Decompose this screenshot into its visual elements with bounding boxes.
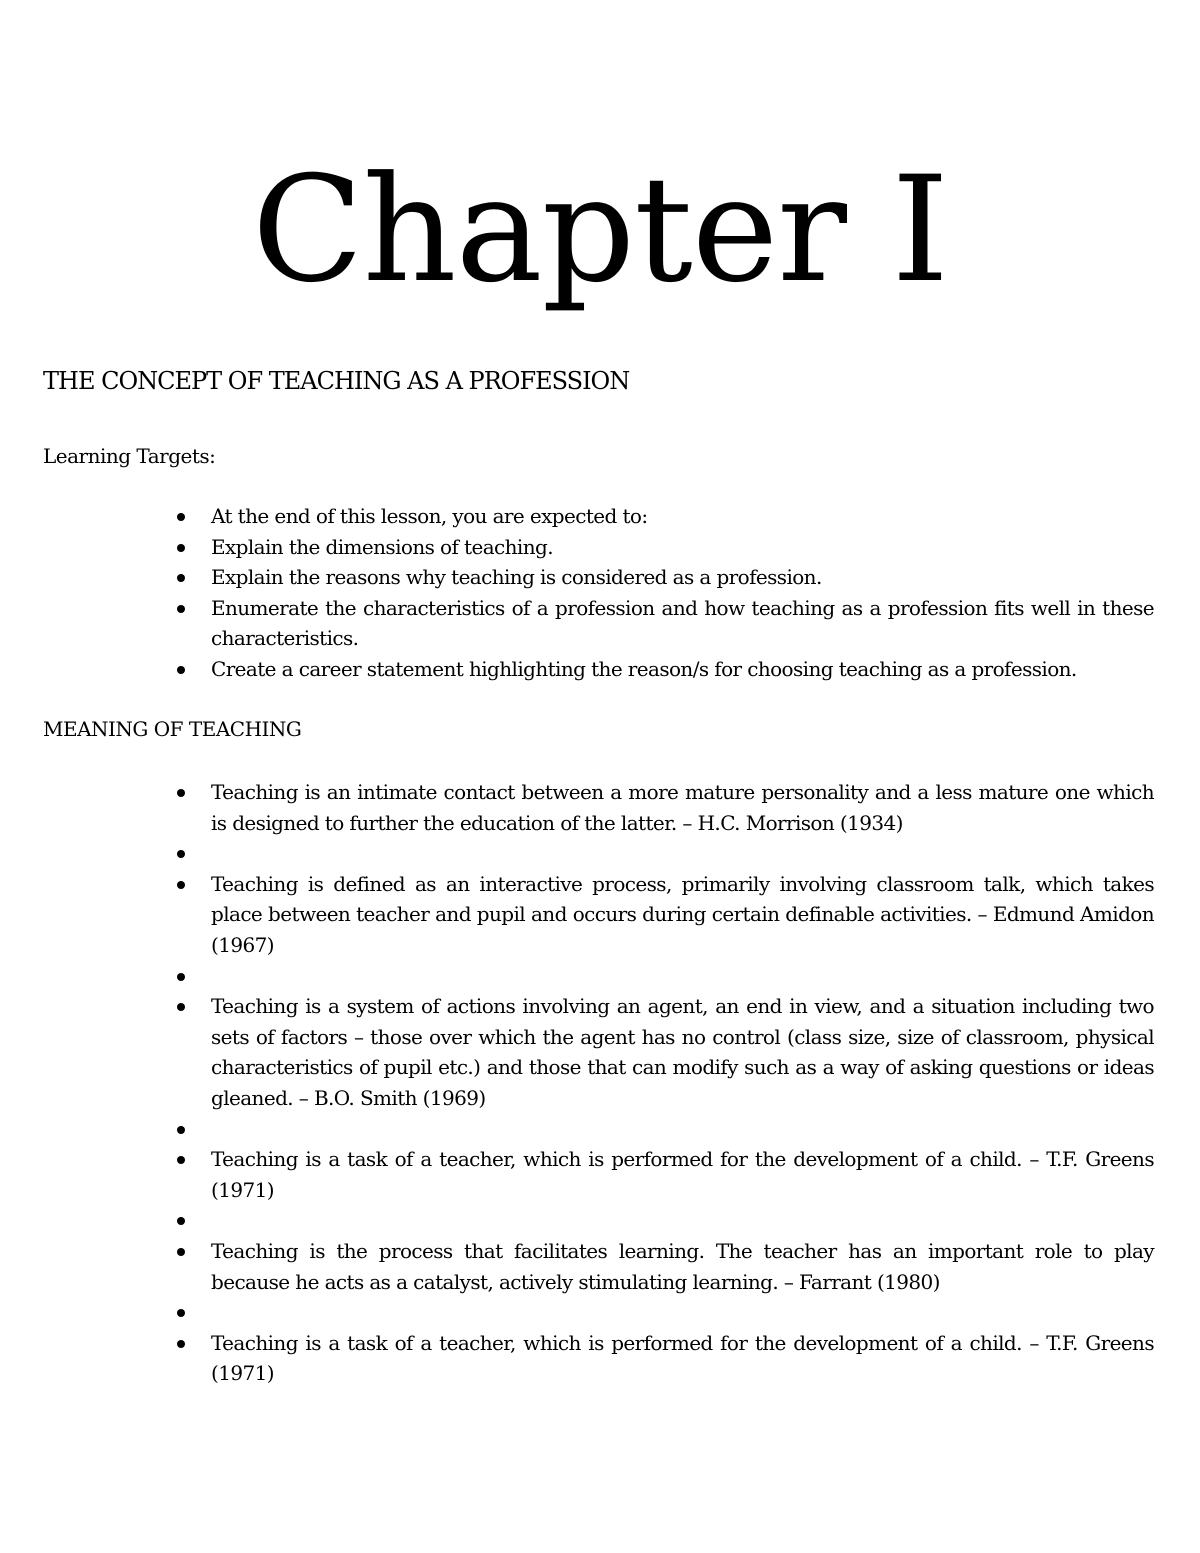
meaning-item-text: Teaching is the process that facilitates learning. The teacher has an important role to play because he acts as a catalyst, actively stimulating learning. – Farrant (1980) bbox=[211, 1238, 1154, 1294]
bullet-icon bbox=[177, 1248, 185, 1256]
bullet-icon bbox=[177, 1126, 185, 1134]
meaning-item-text: Teaching is a task of a teacher, which is performed for the development of a child. – T.F. Greens (1971) bbox=[211, 1147, 1154, 1202]
learning-target-item-text: At the end of this lesson, you are expected to: bbox=[211, 504, 648, 528]
bullet-icon bbox=[177, 850, 185, 858]
bullet-icon bbox=[177, 1217, 185, 1225]
bullet-icon bbox=[177, 544, 185, 552]
chapter-title: Chapter I bbox=[251, 145, 949, 315]
meaning-item-text: Teaching is a system of actions involving an agent, an end in view, and a situation including two sets of factors – those over which the agent has no control (class size, size of classroom, physical characteristics of pupil etc.) and those that can modify such as a way of asking questions or ideas gleaned. – B.O. Smith (1969) bbox=[211, 994, 1154, 1110]
bullet-icon bbox=[177, 605, 185, 613]
meaning-item bbox=[0, 1114, 1200, 1145]
meaning-item bbox=[0, 1205, 1200, 1236]
bullet-icon bbox=[177, 881, 185, 889]
bullet-icon bbox=[177, 574, 185, 582]
meaning-item bbox=[0, 1236, 1200, 1297]
meaning-item bbox=[0, 961, 1200, 992]
learning-target-item bbox=[0, 562, 1200, 593]
bullet-icon bbox=[177, 1340, 185, 1348]
learning-target-item-text: Explain the reasons why teaching is considered as a profession. bbox=[211, 565, 822, 590]
bullet-icon bbox=[177, 1003, 185, 1011]
bullet-icon bbox=[177, 1309, 185, 1317]
learning-target-item bbox=[0, 654, 1200, 685]
meaning-item-text: Teaching is a task of a teacher, which is performed for the development of a child. – T.F. Greens (1971) bbox=[211, 1330, 1154, 1386]
meaning-item bbox=[0, 777, 1200, 838]
learning-target-item-text: Explain the dimensions of teaching. bbox=[211, 534, 553, 559]
meaning-item bbox=[0, 1328, 1200, 1389]
bullet-icon bbox=[177, 973, 185, 981]
meaning-item bbox=[0, 869, 1200, 961]
learning-target-item-text: Create a career statement highlighting the reason/s for choosing teaching as a profession. bbox=[211, 656, 1077, 681]
meaning-heading: MEANING OF TEACHING bbox=[43, 717, 302, 741]
section-title: THE CONCEPT OF TEACHING AS A PROFESSION bbox=[43, 367, 630, 395]
bullet-icon bbox=[177, 789, 185, 797]
meaning-item bbox=[0, 1297, 1200, 1328]
meaning-item-text: Teaching is defined as an interactive process, primarily involving classroom talk, which takes place between teacher and pupil and occurs during certain definable activities. – Edmund Amidon (1967) bbox=[211, 871, 1154, 957]
meaning-item bbox=[0, 991, 1200, 1113]
learning-target-item bbox=[0, 501, 1200, 532]
learning-target-item-text: Enumerate the characteristics of a profession and how teaching as a profession fits well in these characteristics. bbox=[211, 595, 1154, 651]
learning-targets-list bbox=[0, 501, 1200, 685]
bullet-icon bbox=[177, 666, 185, 674]
bullet-icon bbox=[177, 1156, 185, 1164]
meaning-item-text: Teaching is an intimate contact between a more mature personality and a less mature one which is designed to further the education of the latter. – H.C. Morrison (1934) bbox=[211, 780, 1154, 835]
meaning-list bbox=[0, 777, 1200, 1389]
learning-target-item bbox=[0, 593, 1200, 654]
meaning-item bbox=[0, 1144, 1200, 1205]
meaning-item bbox=[0, 838, 1200, 869]
learning-targets-label: Learning Targets: bbox=[43, 444, 216, 468]
learning-target-item bbox=[0, 532, 1200, 563]
bullet-icon bbox=[177, 513, 185, 521]
